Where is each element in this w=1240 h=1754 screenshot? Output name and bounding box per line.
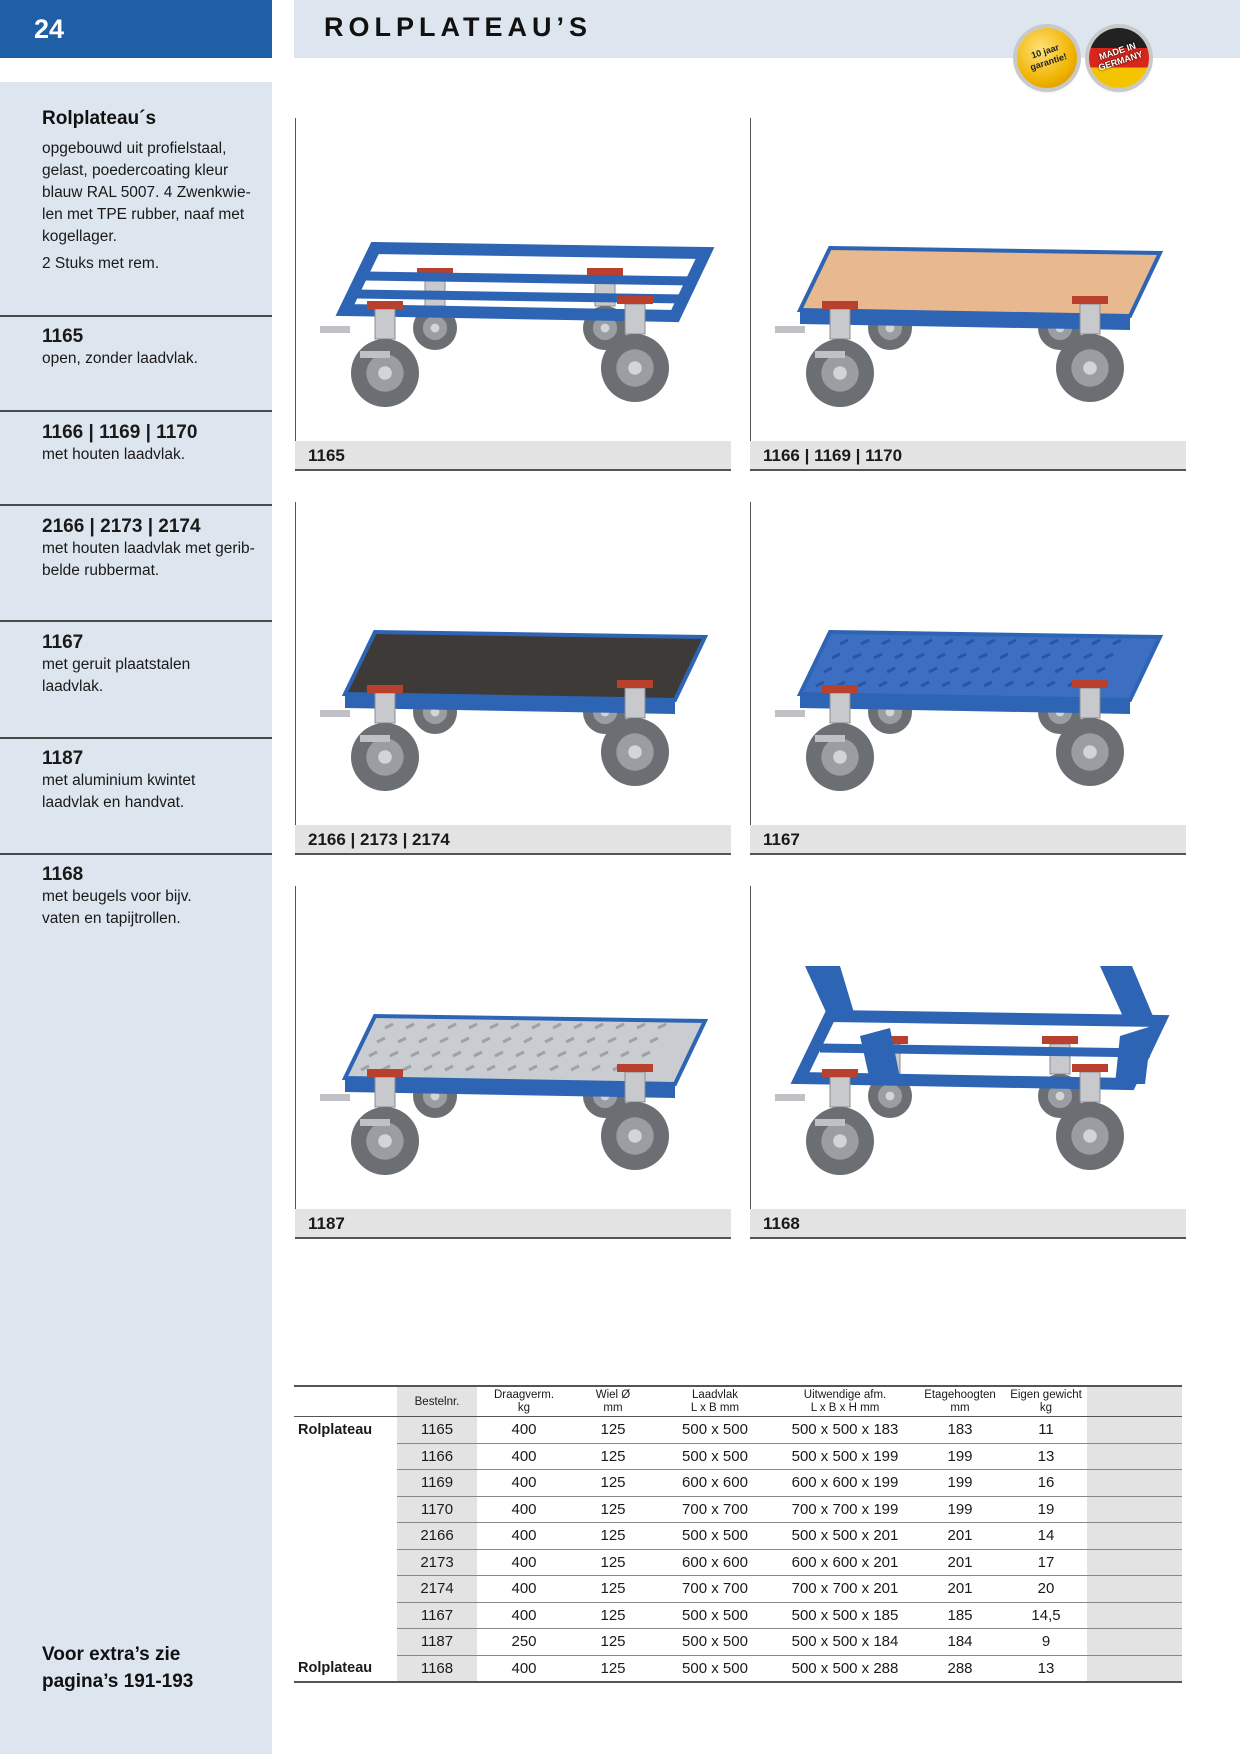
panel-frame bbox=[750, 502, 751, 855]
brake-pedal bbox=[815, 351, 845, 358]
table-cell: 400 bbox=[477, 1549, 571, 1576]
sidebar-item-text: belde rubbermat. bbox=[42, 562, 160, 579]
photo-caption: 1187 bbox=[308, 1214, 345, 1233]
caster-fork bbox=[625, 1072, 645, 1102]
wheel-axle bbox=[833, 366, 847, 380]
table-cell: 1168 bbox=[397, 1655, 477, 1682]
photo-caption-bar bbox=[750, 1209, 1186, 1239]
header-unit: mm bbox=[950, 1402, 970, 1414]
header-unit: kg bbox=[517, 1402, 531, 1414]
table-row bbox=[294, 1576, 1182, 1603]
sidebar-item-text: vaten en tapijtrollen. bbox=[42, 910, 181, 927]
intro-line: len met TPE rubber, naaf met bbox=[42, 206, 245, 223]
header-unit: mm bbox=[603, 1402, 623, 1414]
table-cell: 1170 bbox=[397, 1496, 477, 1523]
caster-plate bbox=[1042, 1036, 1078, 1044]
panel-frame bbox=[750, 118, 751, 471]
table-header-row bbox=[294, 1386, 1182, 1417]
photo-panel bbox=[750, 886, 1186, 1239]
caster-fork bbox=[1080, 304, 1100, 334]
table-cell: 700 x 700 bbox=[655, 1496, 775, 1523]
sidebar-item-code: 1168 bbox=[42, 864, 84, 885]
table-cell: 500 x 500 bbox=[655, 1629, 775, 1656]
table-cell: 288 bbox=[915, 1655, 1005, 1682]
table-cell: 400 bbox=[477, 1443, 571, 1470]
table-cell: 2166 bbox=[397, 1523, 477, 1550]
row-label bbox=[294, 1549, 397, 1576]
brake-pedal bbox=[320, 326, 350, 333]
table-cell: 199 bbox=[915, 1443, 1005, 1470]
intro-line: kogellager. bbox=[42, 228, 117, 245]
sidebar-item-text: met houten laadvlak met gerib- bbox=[42, 540, 255, 557]
panel-frame bbox=[295, 502, 296, 855]
caster-plate bbox=[617, 680, 653, 688]
table-cell: 500 x 500 bbox=[655, 1655, 775, 1682]
caster-plate bbox=[1072, 680, 1108, 688]
brake-pedal bbox=[775, 710, 805, 717]
table-cell: 500 x 500 bbox=[655, 1417, 775, 1444]
table-cell: 600 x 600 x 199 bbox=[775, 1470, 915, 1497]
table-cell: 185 bbox=[915, 1602, 1005, 1629]
photo-caption: 1165 bbox=[308, 446, 345, 465]
table-cell: 125 bbox=[571, 1549, 655, 1576]
table-cell: 500 x 500 x 185 bbox=[775, 1602, 915, 1629]
table-row bbox=[294, 1629, 1182, 1656]
caster-fork bbox=[375, 309, 395, 339]
row-label bbox=[294, 1602, 397, 1629]
table-cell: 700 x 700 x 201 bbox=[775, 1576, 915, 1603]
table-cell: 500 x 500 x 184 bbox=[775, 1629, 915, 1656]
table-cell: 400 bbox=[477, 1523, 571, 1550]
footer-line: Voor extra’s zie bbox=[42, 1644, 181, 1665]
photo-panel bbox=[295, 118, 731, 471]
table-header-cell bbox=[1005, 1386, 1087, 1417]
table-header-cell bbox=[915, 1386, 1005, 1417]
table-cell: 125 bbox=[571, 1576, 655, 1603]
row-label bbox=[294, 1496, 397, 1523]
sidebar-item-text: met beugels voor bijv. bbox=[42, 888, 192, 905]
table-header-cell bbox=[1087, 1386, 1182, 1417]
table-cell: 201 bbox=[915, 1549, 1005, 1576]
sidebar-divider bbox=[0, 620, 272, 622]
caster-plate bbox=[367, 301, 403, 309]
sidebar-item-text: met aluminium kwintet bbox=[42, 772, 196, 789]
table-row bbox=[294, 1443, 1182, 1470]
table-cell-blank bbox=[1087, 1470, 1182, 1497]
photo-panel bbox=[295, 886, 731, 1239]
sidebar-item-text: open, zonder laadvlak. bbox=[42, 350, 198, 367]
sidebar-item bbox=[42, 632, 267, 698]
table-cell-blank bbox=[1087, 1576, 1182, 1603]
caster-plate bbox=[367, 1069, 403, 1077]
table-cell: 600 x 600 x 201 bbox=[775, 1549, 915, 1576]
caster-plate bbox=[587, 268, 623, 276]
table-cell: 700 x 700 x 199 bbox=[775, 1496, 915, 1523]
photo-caption: 1166 | 1169 | 1170 bbox=[763, 446, 903, 465]
sidebar-item bbox=[42, 326, 267, 370]
sidebar-item-code: 1187 bbox=[42, 748, 84, 769]
made-in-germany-text: MADE IN GERMANY bbox=[1097, 40, 1144, 73]
header-unit: kg bbox=[1039, 1402, 1053, 1414]
table-cell: 400 bbox=[477, 1496, 571, 1523]
intro-note: 2 Stuks met rem. bbox=[42, 255, 160, 272]
photo-panel bbox=[750, 118, 1186, 471]
header-unit: L x B x H mm bbox=[810, 1402, 880, 1414]
sidebar-item-code: 2166 | 2173 | 2174 bbox=[42, 516, 201, 537]
table-cell: 2174 bbox=[397, 1576, 477, 1603]
brake-pedal bbox=[775, 1094, 805, 1101]
sidebar-item bbox=[42, 516, 267, 582]
panel-frame bbox=[295, 886, 296, 1239]
sidebar-divider bbox=[0, 410, 272, 412]
dolly-bracket bbox=[860, 1028, 900, 1081]
table-cell: 500 x 500 bbox=[655, 1523, 775, 1550]
table-cell: 500 x 500 x 288 bbox=[775, 1655, 915, 1682]
table-cell-blank bbox=[1087, 1602, 1182, 1629]
wheel-axle bbox=[378, 750, 392, 764]
table-cell: 13 bbox=[1005, 1443, 1087, 1470]
table-cell-blank bbox=[1087, 1655, 1182, 1682]
page-number: 24 bbox=[34, 14, 65, 44]
header-label: Wiel Ø bbox=[595, 1389, 631, 1401]
photo-caption-bar bbox=[750, 825, 1186, 855]
table-row bbox=[294, 1470, 1182, 1497]
table-row bbox=[294, 1523, 1182, 1550]
wheel-axle bbox=[628, 745, 642, 759]
brake-pedal bbox=[320, 710, 350, 717]
sidebar-intro-title: Rolplateau´s bbox=[42, 108, 157, 129]
sidebar-item-code: 1167 bbox=[42, 632, 84, 653]
photo-caption: 1168 bbox=[763, 1214, 800, 1233]
header-label: Draagverm. bbox=[493, 1389, 555, 1401]
brake-pedal bbox=[320, 1094, 350, 1101]
row-label bbox=[294, 1443, 397, 1470]
wheel-axle bbox=[833, 1134, 847, 1148]
wheel-axle bbox=[1056, 1092, 1065, 1101]
table-cell: 125 bbox=[571, 1602, 655, 1629]
table-row bbox=[294, 1417, 1182, 1444]
dolly-crossbar bbox=[365, 276, 695, 281]
table-cell-blank bbox=[1087, 1523, 1182, 1550]
table-cell: 600 x 600 bbox=[655, 1549, 775, 1576]
dolly-image-brackets bbox=[760, 966, 1176, 1206]
table-cell: 13 bbox=[1005, 1655, 1087, 1682]
caster-plate bbox=[617, 1064, 653, 1072]
table-row bbox=[294, 1655, 1182, 1682]
table-cell: 1165 bbox=[397, 1417, 477, 1444]
table-cell: 16 bbox=[1005, 1470, 1087, 1497]
row-label: Rolplateau bbox=[298, 1422, 373, 1438]
caster-fork bbox=[830, 1077, 850, 1107]
dolly-image-checker bbox=[760, 582, 1176, 822]
caster-fork bbox=[375, 693, 395, 723]
row-label bbox=[294, 1470, 397, 1497]
dolly-bracket bbox=[1100, 966, 1155, 1021]
photo-caption-bar bbox=[295, 441, 731, 471]
sidebar-item-text: laadvlak en handvat. bbox=[42, 794, 185, 811]
table-cell: 400 bbox=[477, 1470, 571, 1497]
table-cell: 400 bbox=[477, 1576, 571, 1603]
wheel-axle bbox=[628, 1129, 642, 1143]
table-cell: 20 bbox=[1005, 1576, 1087, 1603]
header-label: Uitwendige afm. bbox=[803, 1389, 887, 1401]
table-cell-blank bbox=[1087, 1417, 1182, 1444]
row-label bbox=[294, 1576, 397, 1603]
table-cell: 125 bbox=[571, 1496, 655, 1523]
table-cell: 11 bbox=[1005, 1417, 1087, 1444]
warranty-seal-icon bbox=[1017, 28, 1077, 88]
table-cell: 500 x 500 x 183 bbox=[775, 1417, 915, 1444]
dolly-image-open bbox=[305, 198, 721, 438]
caster-fork bbox=[830, 309, 850, 339]
sidebar-divider bbox=[0, 737, 272, 739]
table-cell: 19 bbox=[1005, 1496, 1087, 1523]
wheel-axle bbox=[628, 361, 642, 375]
photo-panel bbox=[750, 502, 1186, 855]
sidebar-item bbox=[42, 864, 267, 930]
caster-plate bbox=[367, 685, 403, 693]
photo-caption: 1167 bbox=[763, 830, 800, 849]
table-cell: 199 bbox=[915, 1470, 1005, 1497]
photo-caption: 2166 | 2173 | 2174 bbox=[308, 830, 450, 849]
row-label bbox=[294, 1629, 397, 1656]
header-label: Eigen gewicht bbox=[1010, 1389, 1082, 1401]
table-cell: 125 bbox=[571, 1655, 655, 1682]
sidebar-divider bbox=[0, 315, 272, 317]
sidebar-divider bbox=[0, 504, 272, 506]
panel-frame bbox=[750, 886, 751, 1239]
dolly-image-aluminium bbox=[305, 966, 721, 1206]
spec-table bbox=[294, 1385, 1182, 1683]
table-cell-blank bbox=[1087, 1443, 1182, 1470]
row-label bbox=[294, 1523, 397, 1550]
table-cell: 500 x 500 x 199 bbox=[775, 1443, 915, 1470]
table-cell: 184 bbox=[915, 1629, 1005, 1656]
table-cell-blank bbox=[1087, 1629, 1182, 1656]
table-cell: 183 bbox=[915, 1417, 1005, 1444]
page-title: ROLPLATEAU’S bbox=[324, 12, 592, 42]
table-row bbox=[294, 1602, 1182, 1629]
wheel-axle bbox=[886, 1092, 895, 1101]
photo-caption-bar bbox=[295, 1209, 731, 1239]
caster-fork bbox=[1080, 1072, 1100, 1102]
sidebar-footer bbox=[42, 1641, 193, 1695]
made-in-germany-seal-icon bbox=[1089, 28, 1149, 88]
sidebar-item bbox=[42, 422, 267, 466]
caster-plate bbox=[1072, 1064, 1108, 1072]
brake-pedal bbox=[815, 735, 845, 742]
table-cell: 125 bbox=[571, 1470, 655, 1497]
table-header-cell bbox=[571, 1386, 655, 1417]
photo-caption-bar bbox=[295, 825, 731, 855]
wheel-axle bbox=[1083, 745, 1097, 759]
table-cell: 1166 bbox=[397, 1443, 477, 1470]
table-cell: 1187 bbox=[397, 1629, 477, 1656]
sidebar-item-text: laadvlak. bbox=[42, 678, 104, 695]
brake-pedal bbox=[360, 735, 390, 742]
panel-frame bbox=[295, 118, 296, 471]
header-label: Laadvlak bbox=[691, 1389, 739, 1401]
table-cell: 199 bbox=[915, 1496, 1005, 1523]
caster-plate bbox=[1072, 296, 1108, 304]
caster-plate bbox=[617, 296, 653, 304]
wheel-axle bbox=[378, 1134, 392, 1148]
table-cell: 125 bbox=[571, 1417, 655, 1444]
wheel-axle bbox=[431, 324, 440, 333]
wheel-axle bbox=[378, 366, 392, 380]
table-cell: 125 bbox=[571, 1629, 655, 1656]
sidebar-divider bbox=[0, 853, 272, 855]
table-cell: 400 bbox=[477, 1655, 571, 1682]
dolly-image-rubber bbox=[305, 582, 721, 822]
footer-line: pagina’s 191-193 bbox=[42, 1671, 194, 1692]
caster-fork bbox=[625, 304, 645, 334]
caster-plate bbox=[822, 685, 858, 693]
table-cell: 700 x 700 bbox=[655, 1576, 775, 1603]
row-label: Rolplateau bbox=[294, 1655, 397, 1682]
wheel-axle bbox=[601, 324, 610, 333]
caster-fork bbox=[830, 693, 850, 723]
table-cell: 14 bbox=[1005, 1523, 1087, 1550]
header-unit: L x B mm bbox=[690, 1402, 740, 1414]
table-cell: 201 bbox=[915, 1576, 1005, 1603]
header-label: Bestelnr. bbox=[414, 1395, 460, 1408]
table-cell: 500 x 500 bbox=[655, 1443, 775, 1470]
table-header-cell bbox=[294, 1386, 397, 1417]
table-row bbox=[294, 1496, 1182, 1523]
brake-pedal bbox=[360, 351, 390, 358]
table-header-cell bbox=[477, 1386, 571, 1417]
table-cell: 125 bbox=[571, 1443, 655, 1470]
wheel-axle bbox=[1083, 1129, 1097, 1143]
caster-plate bbox=[822, 1069, 858, 1077]
photo-caption-bar bbox=[750, 441, 1186, 471]
table-cell: 600 x 600 bbox=[655, 1470, 775, 1497]
wheel-axle bbox=[833, 750, 847, 764]
brake-pedal bbox=[815, 1119, 845, 1126]
caster-fork bbox=[375, 1077, 395, 1107]
table-cell: 250 bbox=[477, 1629, 571, 1656]
table-cell: 1167 bbox=[397, 1602, 477, 1629]
caster-fork bbox=[1080, 688, 1100, 718]
table-cell: 2173 bbox=[397, 1549, 477, 1576]
sidebar-item-text: met houten laadvlak. bbox=[42, 446, 186, 463]
table-cell-blank bbox=[1087, 1496, 1182, 1523]
caster-fork bbox=[625, 688, 645, 718]
header-label: Etagehoogten bbox=[924, 1389, 996, 1401]
table-cell: 1169 bbox=[397, 1470, 477, 1497]
table-cell: 500 x 500 x 201 bbox=[775, 1523, 915, 1550]
table-cell: 500 x 500 bbox=[655, 1602, 775, 1629]
sidebar-item-code: 1166 | 1169 | 1170 bbox=[42, 422, 198, 443]
wheel-axle bbox=[1083, 361, 1097, 375]
table-cell: 14,5 bbox=[1005, 1602, 1087, 1629]
sidebar-intro-text bbox=[42, 138, 267, 275]
table-header-cell bbox=[655, 1386, 775, 1417]
intro-line: blauw RAL 5007. 4 Zwenkwie- bbox=[42, 184, 251, 201]
sidebar-item-text: met geruit plaatstalen bbox=[42, 656, 191, 673]
page-number-box bbox=[0, 0, 272, 58]
table-header-cell bbox=[397, 1386, 477, 1417]
intro-line: opgebouwd uit profielstaal, bbox=[42, 140, 227, 157]
warranty-seal-text: 10 jaar garantie! bbox=[1028, 42, 1069, 73]
dolly-bracket bbox=[1115, 1026, 1152, 1084]
brake-pedal bbox=[360, 1119, 390, 1126]
table-cell-blank bbox=[1087, 1549, 1182, 1576]
table-header-cell bbox=[775, 1386, 915, 1417]
intro-line: gelast, poedercoating kleur bbox=[42, 162, 229, 179]
sidebar-item-code: 1165 bbox=[42, 326, 84, 347]
table-cell: 125 bbox=[571, 1523, 655, 1550]
sidebar-item bbox=[42, 748, 267, 814]
table-cell: 201 bbox=[915, 1523, 1005, 1550]
table-cell: 400 bbox=[477, 1602, 571, 1629]
photo-panel bbox=[295, 502, 731, 855]
brake-pedal bbox=[775, 326, 805, 333]
table-cell: 400 bbox=[477, 1417, 571, 1444]
table-row bbox=[294, 1549, 1182, 1576]
table-cell: 9 bbox=[1005, 1629, 1087, 1656]
caster-plate bbox=[822, 301, 858, 309]
dolly-bracket bbox=[805, 966, 855, 1021]
dolly-image-wood bbox=[760, 198, 1176, 438]
table-cell: 17 bbox=[1005, 1549, 1087, 1576]
